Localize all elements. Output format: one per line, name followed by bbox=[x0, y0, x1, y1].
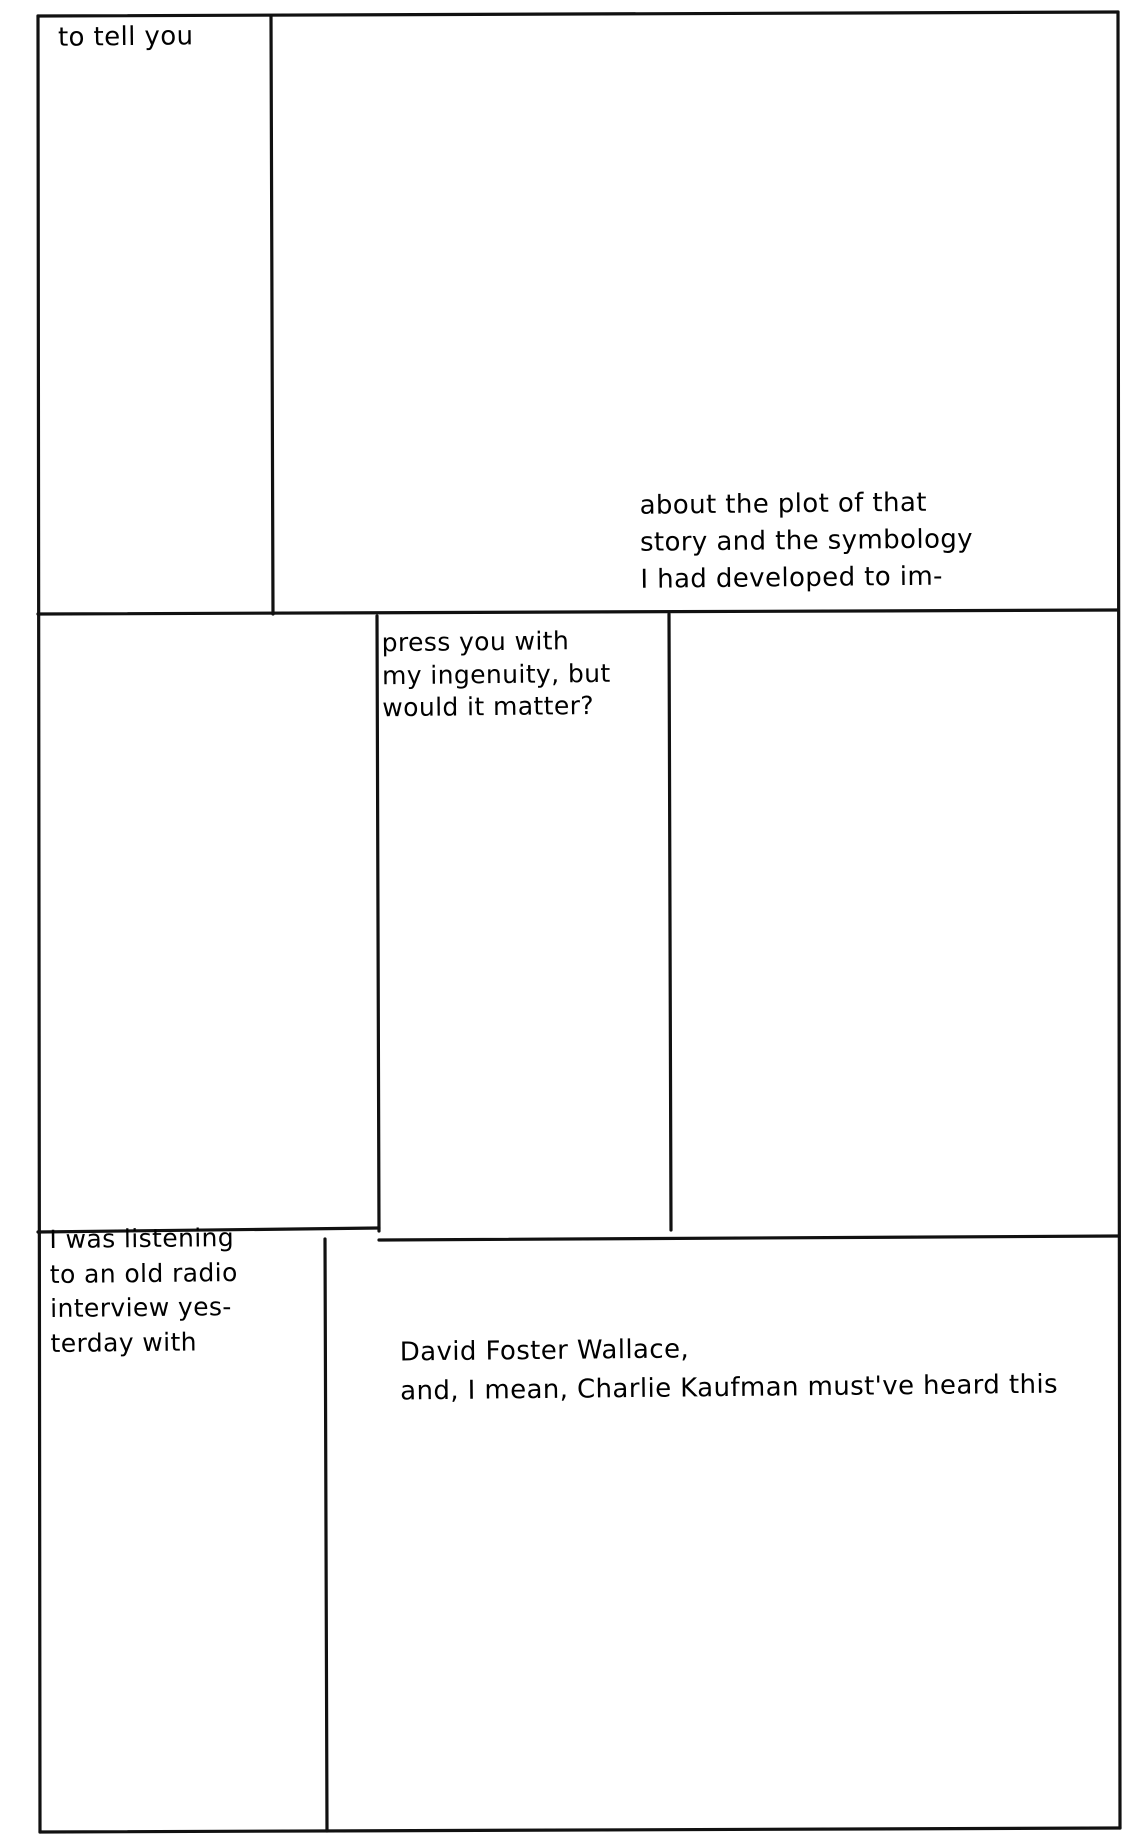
panel-text-about-plot: about the plot of that story and the symbology I had developed to im- bbox=[639, 487, 974, 595]
panel-text-david-foster-wallace: David Foster Wallace, and, I mean, Charlie Kaufman must've heard this bbox=[399, 1334, 1059, 1407]
panel-text-press-you: press you with my ingenuity, but would it matter? bbox=[381, 626, 611, 723]
panel-text-tell-you: to tell you bbox=[57, 21, 194, 53]
panel-text-listening: I was listening to an old radio interview yes- terday with bbox=[49, 1223, 238, 1358]
